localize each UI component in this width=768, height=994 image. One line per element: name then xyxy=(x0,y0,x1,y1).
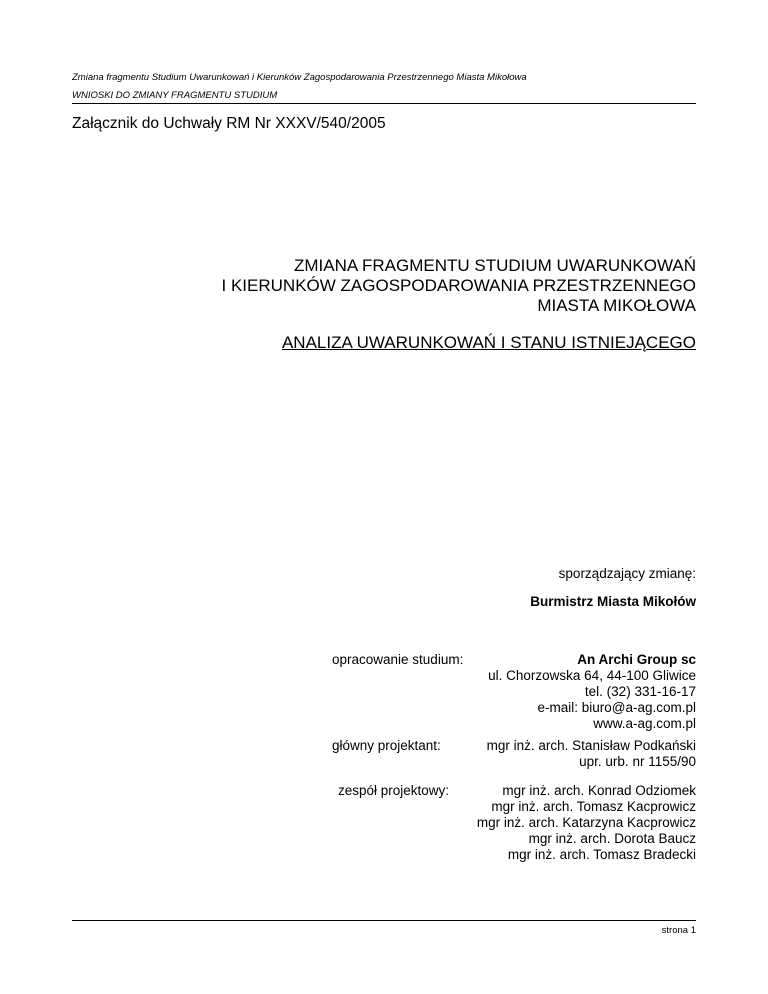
chief-designer-name: mgr inż. arch. Stanisław Podkański xyxy=(486,738,696,753)
document-title xyxy=(222,256,696,316)
study-email: e-mail: biuro@a-ag.com.pl xyxy=(537,700,696,715)
annex-reference: Załącznik do Uchwały RM Nr XXXV/540/2005 xyxy=(72,115,386,132)
document-subtitle: ANALIZA UWARUNKOWAŃ I STANU ISTNIEJĄCEGO xyxy=(281,333,696,352)
header-subtitle: WNIOSKI DO ZMIANY FRAGMENTU STUDIUM xyxy=(72,90,278,101)
study-company: An Archi Group sc xyxy=(577,652,696,667)
title-line: MIASTA MIKOŁOWA xyxy=(537,296,696,315)
study-website: www.a-ag.com.pl xyxy=(593,716,696,731)
page-number: strona 1 xyxy=(661,925,696,936)
author-name: Burmistrz Miasta Mikołów xyxy=(530,594,696,609)
title-line: I KIERUNKÓW ZAGOSPODAROWANIA PRZESTRZENNEGO xyxy=(221,276,696,295)
team-member: mgr inż. arch. Tomasz Kacprowicz xyxy=(491,799,696,814)
study-phone: tel. (32) 331-16-17 xyxy=(584,684,696,699)
study-label: opracowanie studium: xyxy=(332,652,464,667)
title-line: ZMIANA FRAGMENTU STUDIUM UWARUNKOWAŃ xyxy=(293,256,696,275)
header-divider xyxy=(72,103,696,104)
chief-designer-label: główny projektant: xyxy=(332,738,441,753)
author-label: sporządzający zmianę: xyxy=(558,566,696,581)
team-member: mgr inż. arch. Konrad Odziomek xyxy=(502,783,696,798)
team-member: mgr inż. arch. Katarzyna Kacprowicz xyxy=(476,815,696,830)
chief-designer-license: upr. urb. nr 1155/90 xyxy=(579,754,696,769)
team-member: mgr inż. arch. Tomasz Bradecki xyxy=(507,847,696,862)
header-title: Zmiana fragmentu Studium Uwarunkowań i Kierunków Zagospodarowania Przestrzennego Miasta Mikołowa xyxy=(72,72,527,83)
team-member: mgr inż. arch. Dorota Baucz xyxy=(528,831,696,846)
study-address: ul. Chorzowska 64, 44-100 Gliwice xyxy=(488,668,696,683)
team-label: zespół projektowy: xyxy=(338,783,450,798)
footer-divider xyxy=(72,920,696,921)
